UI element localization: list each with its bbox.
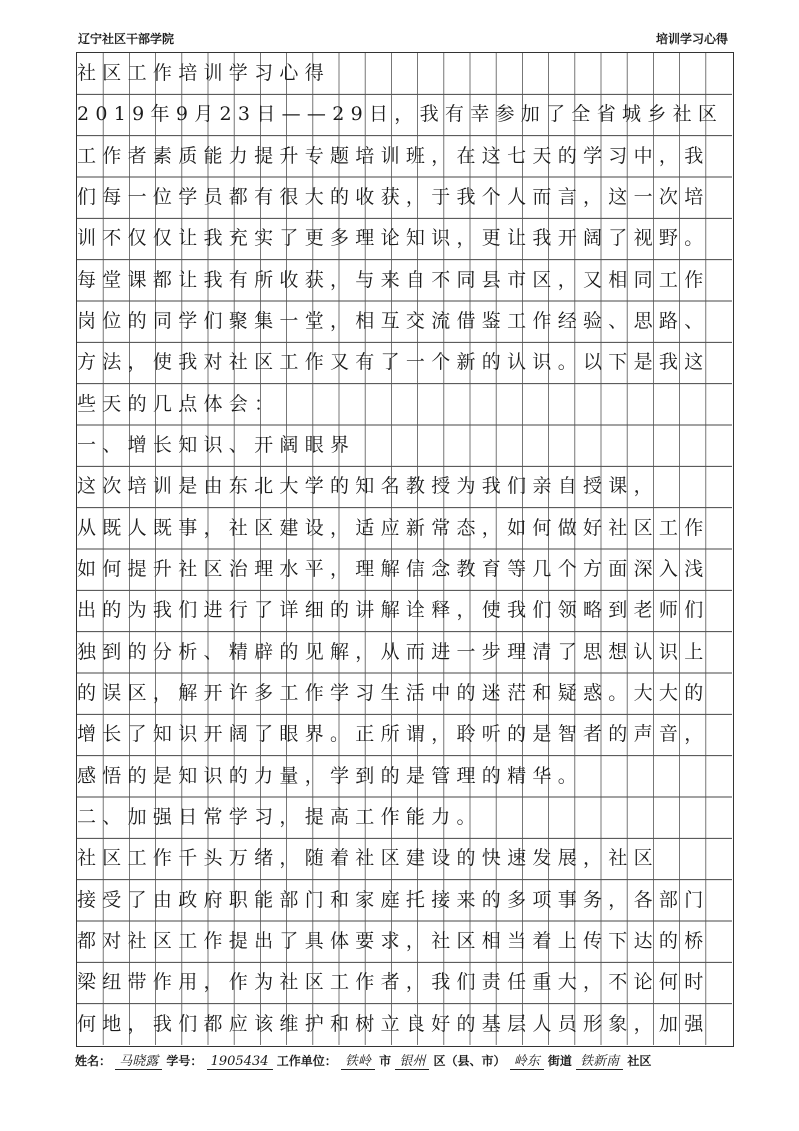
essay-line: 社区工作培训学习心得 [77, 62, 331, 84]
city-value: 铁岭 [341, 1050, 375, 1070]
student-id-value: 1905434 [207, 1054, 273, 1070]
name-value: 马晓露 [115, 1050, 162, 1070]
street-value: 岭东 [510, 1050, 544, 1070]
document-type-label: 培训学习心得 [655, 32, 728, 46]
city-suffix: 市 [379, 1054, 392, 1068]
essay-line: 感悟的是知识的力量，学到的是管理的精华。 [77, 764, 584, 787]
community-suffix: 社区 [627, 1054, 652, 1068]
essay-line: 些天的几点体会： [77, 392, 280, 415]
essay-line: 一、增长知识、开阔眼界 [77, 434, 356, 456]
essay-line: 增长了知识开阔了眼界。正所谓，聆听的是智者的声音， [77, 723, 710, 746]
district-value: 银州 [395, 1050, 429, 1070]
district-suffix: 区（县、市） [433, 1054, 506, 1068]
essay-line: 从既人既事，社区建设，适应新常态，如何做好社区工作 [77, 516, 710, 539]
essay-line: 们每一位学员都有很大的收获，于我个人而言，这一次培 [77, 186, 710, 208]
name-label: 姓名： [75, 1054, 112, 1068]
essay-line: 都对社区工作提出了具体要求，社区相当着上传下达的桥 [77, 930, 710, 952]
essay-line: 何地，我们都应该维护和树立良好的基层人员形象，加强 [77, 1012, 710, 1035]
page-header [78, 30, 728, 50]
manuscript-grid [76, 52, 734, 1047]
essay-line: 独到的分析、精辟的见解，从而进一步理清了思想认识上 [77, 640, 710, 663]
essay-line: 接受了由政府职能部门和家庭托接来的多项事务，各部门 [77, 888, 710, 911]
essay-line: 训不仅仅让我充实了更多理论知识，更让我开阔了视野。 [77, 227, 710, 250]
student-id-label: 学号： [166, 1054, 203, 1068]
essay-line: 工作者素质能力提升专题培训班，在这七天的学习中，我 [77, 144, 710, 167]
student-info-footer [75, 1050, 745, 1074]
essay-line: 的误区，解开许多工作学习生活中的迷茫和疑惑。大大的 [77, 682, 710, 704]
essay-line: 方法，使我对社区工作又有了一个新的认识。以下是我这 [77, 351, 710, 374]
institution-name: 辽宁社区干部学院 [78, 32, 175, 46]
community-value: 铁新南 [576, 1050, 623, 1070]
essay-line: 每堂课都让我有所收获，与来自不同县市区，又相同工作 [77, 268, 710, 291]
essay-line: 梁纽带作用，作为社区工作者，我们责任重大，不论何时 [77, 971, 710, 994]
work-unit-label: 工作单位： [276, 1054, 337, 1068]
essay-line: 这次培训是由东北大学的知名教授为我们亲自授课， [77, 475, 659, 498]
street-suffix: 街道 [547, 1054, 572, 1068]
essay-line: 如何提升社区治理水平，理解信念教育等几个方面深入浅 [77, 558, 710, 580]
essay-line: 二、加强日常学习，提高工作能力。 [77, 806, 482, 828]
essay-line: 社区工作千头万绪，随着社区建设的快速发展，社区 [77, 847, 659, 870]
essay-line: 2019年9月23日——29日，我有幸参加了全省城乡社区 [77, 103, 724, 126]
essay-line: 出的为我们进行了详细的讲解诠释，使我们领略到老师们 [77, 599, 710, 622]
essay-line: 岗位的同学们聚集一堂，相互交流借鉴工作经验、思路、 [77, 310, 710, 332]
